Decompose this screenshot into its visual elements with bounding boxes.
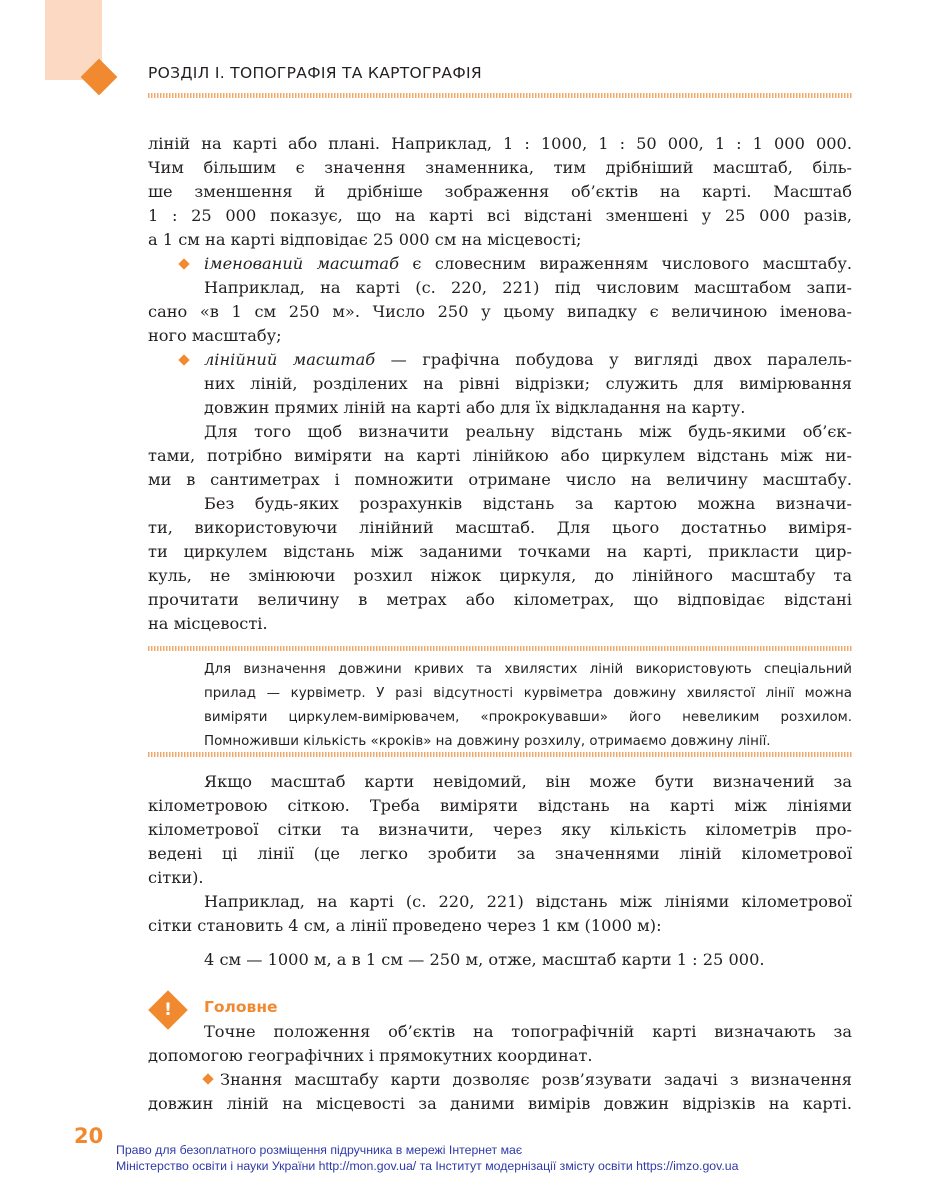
- text-line: Наприклад, на карті (с. 220, 221) відстань між лініями кілометрової: [204, 892, 852, 911]
- note-bottom-divider: [148, 752, 852, 757]
- scale-example-line: 4 см — 1000 м, а в 1 см — 250 м, отже, масштаб карти 1 : 25 000.: [204, 950, 765, 969]
- main-text-bottom: [148, 770, 852, 972]
- text-line: кілометровою сіткою. Треба виміряти відстань на карті між лініями: [148, 796, 852, 815]
- text-line: а 1 см на карті відповідає 25 000 см на місцевості;: [148, 230, 582, 249]
- summary-line: Знання масштабу карти дозволяє розв’язувати задачі з визначення: [220, 1070, 852, 1089]
- term-named-scale: іменований масштаб: [204, 254, 399, 273]
- footer-notice: [116, 1142, 738, 1174]
- text-line: ми в сантиметрах і помножити отримане число на величину масштабу.: [148, 470, 852, 489]
- exclamation-icon: !: [164, 1000, 172, 1020]
- summary-heading: Головне: [204, 998, 278, 1016]
- bullet-diamond-icon: [202, 1073, 213, 1084]
- header-divider: [148, 93, 852, 98]
- note-line: Для визначення довжини кривих та хвилястих ліній використовують спеціальний: [204, 662, 852, 677]
- text-line: Чим більшим є значення знаменника, тим дрібніший масштаб, біль-: [148, 158, 852, 177]
- text-line: куль, не змінюючи розхил ніжок циркуля, до лінійного масштабу та: [148, 566, 852, 585]
- named-scale-item: [148, 252, 852, 276]
- summary-text: [148, 1020, 852, 1116]
- text-line: 1 : 25 000 показує, що на карті всі відстані зменшені у 25 000 разів,: [148, 206, 852, 225]
- section-title: РОЗДІЛ І. ТОПОГРАФІЯ ТА КАРТОГРАФІЯ: [148, 64, 482, 82]
- note-line: виміряти циркулем-вимірювачем, «прокрокувавши» його невеликим розхилом.: [204, 710, 852, 725]
- note-line: Помноживши кількість «кроків» на довжину розхилу, отримаємо довжину лінії.: [204, 734, 771, 749]
- text-line: кілометрової сітки та визначити, через яку кількість кілометрів про-: [148, 820, 852, 839]
- text-line: прочитати величину в метрах або кілометрах, що відповідає відстані: [148, 590, 852, 609]
- text-line: ти циркулем відстань між заданими точками на карті, прикласти цир-: [148, 542, 852, 561]
- text-line: сітки становить 4 см, а лінії проведено через 1 км (1000 м):: [148, 916, 662, 935]
- summary-line: довжин ліній на місцевості за даними вимірів довжин відрізків на карті.: [148, 1094, 852, 1113]
- footer-line: Право для безоплатного розміщення підручника в мережі Інтернет має: [116, 1143, 523, 1157]
- text-line: ного масштабу;: [148, 326, 282, 345]
- text-line: ведені ці лінії (це легко зробити за значеннями ліній кілометрової: [148, 844, 852, 863]
- text-line: Для того щоб визначити реальну відстань між будь-якими об’єк-: [204, 422, 852, 441]
- main-text-top: [148, 132, 852, 636]
- bullet-diamond-icon: [178, 354, 189, 365]
- text-line: Без будь-яких розрахунків відстань за картою можна визначи-: [204, 494, 852, 513]
- text-line: ше зменшення й дрібніше зображення об’єктів на карті. Масштаб: [148, 182, 852, 201]
- text-line: Наприклад, на карті (с. 220, 221) під числовим масштабом запи-: [204, 278, 852, 297]
- text-line: сано «в 1 см 250 м». Число 250 у цьому випадку є величиною іменова-: [148, 302, 852, 321]
- text-line: ліній на карті або плані. Наприклад, 1 : 1000, 1 : 50 000, 1 : 1 000 000.: [148, 134, 852, 153]
- linear-scale-definition: — графічна побудова у вигляді двох паралель-: [375, 350, 852, 369]
- text-line: Якщо масштаб карти невідомий, він може бути визначений за: [204, 772, 852, 791]
- text-line: сітки).: [148, 868, 204, 887]
- linear-scale-item: [148, 348, 852, 372]
- note-top-divider: [148, 646, 852, 651]
- text-line: довжин прямих ліній на карті або для їх відкладання на карту.: [204, 398, 746, 417]
- text-line: на місцевості.: [148, 614, 268, 633]
- note-box: [204, 658, 852, 754]
- text-line: тами, потрібно виміряти на карті лінійкою або циркулем відстань між ни-: [148, 446, 852, 465]
- text-line: них ліній, розділених на рівні відрізки; служить для вимірювання: [204, 374, 852, 393]
- text-line: ти, використовуючи лінійний масштаб. Для цього достатньо виміря-: [148, 518, 852, 537]
- named-scale-definition: є словесним вираженням числового масштабу.: [398, 254, 852, 273]
- footer-line: Міністерство освіти і науки України http://mon.gov.ua/ та Інститут модернізації змісту освіти https://imzo.gov.ua: [116, 1159, 739, 1173]
- summary-line: допомогою географічних і прямокутних координат.: [148, 1046, 593, 1065]
- note-line: прилад — курвіметр. У разі відсутності курвіметра довжину хвилястої лінії можна: [204, 686, 852, 701]
- summary-line: Точне положення об’єктів на топографічній карті визначають за: [204, 1022, 852, 1041]
- page-number: 20: [74, 1124, 104, 1148]
- bullet-diamond-icon: [178, 258, 189, 269]
- summary-item: [148, 1068, 852, 1092]
- term-linear-scale: лінійний масштаб: [204, 350, 376, 369]
